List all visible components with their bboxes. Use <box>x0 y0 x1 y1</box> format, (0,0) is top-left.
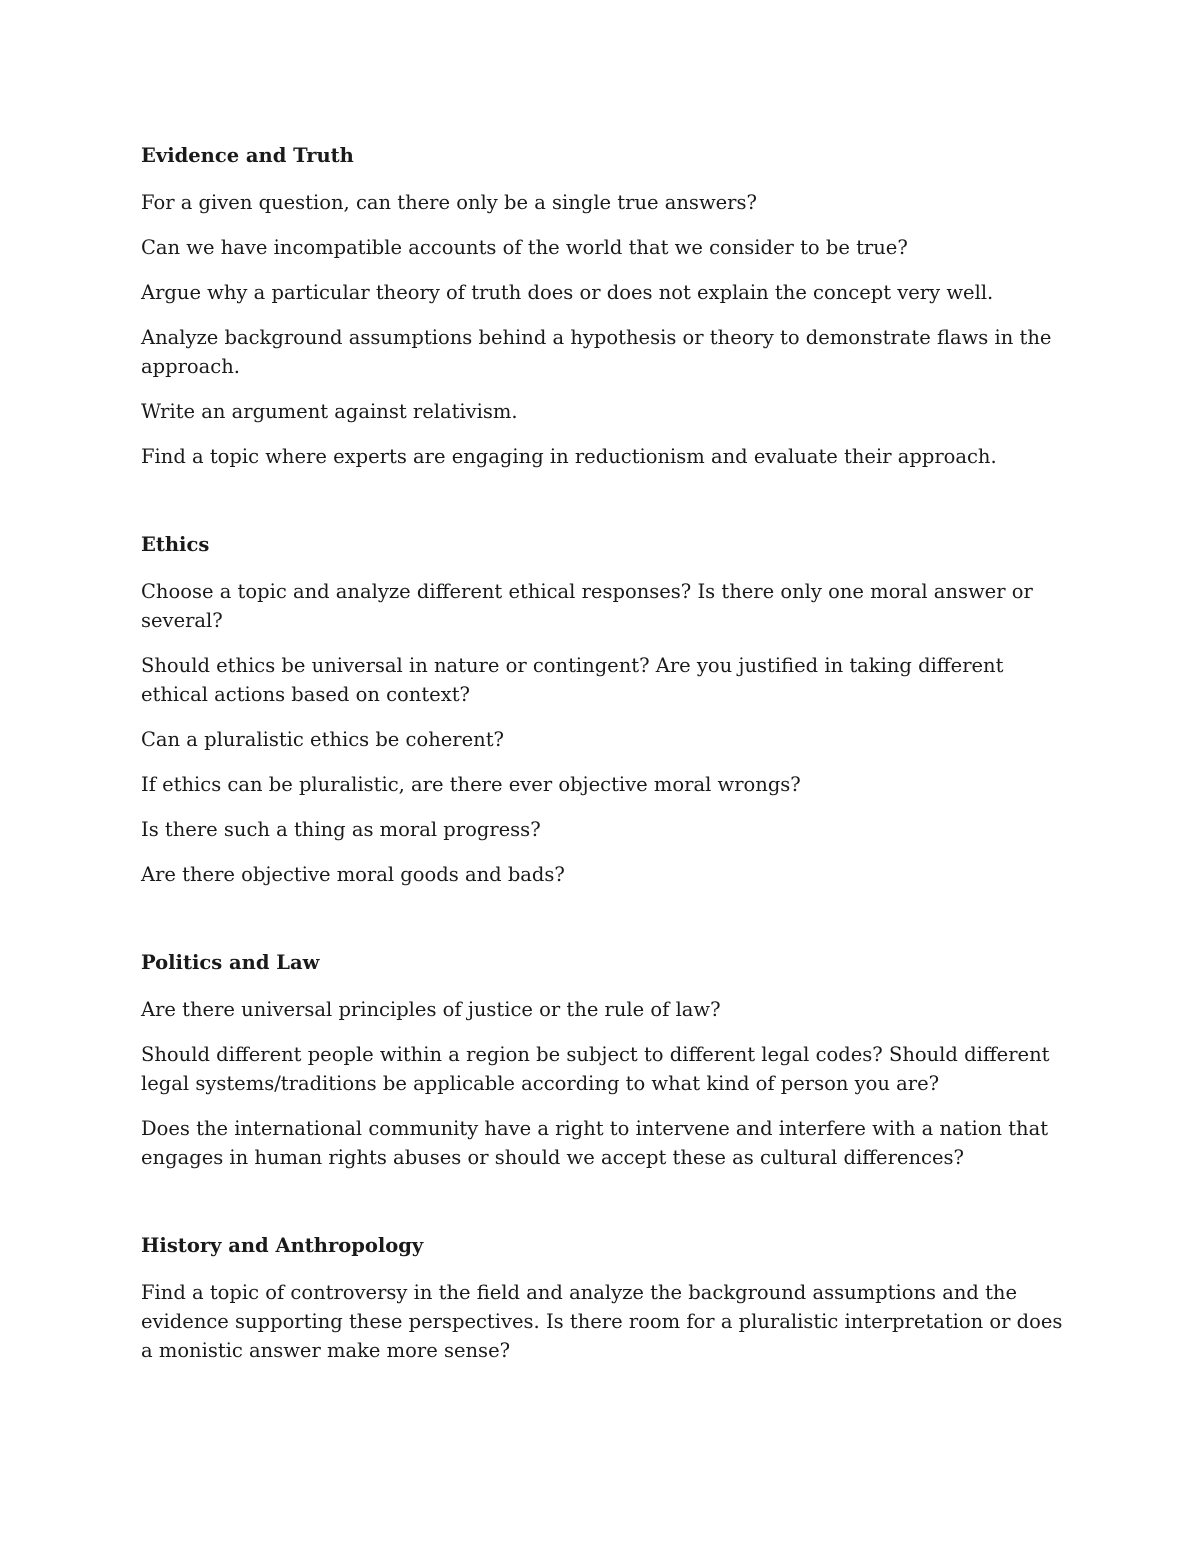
paragraph: Should ethics be universal in nature or contingent? Are you justified in taking different ethical actions based on context? <box>141 654 1004 706</box>
paragraph: Find a topic of controversy in the field and analyze the background assumptions and the evidence supporting these perspectives. Is there room for a pluralistic interpretation or does a monistic answer make more sense? <box>141 1281 1063 1362</box>
paragraph: Argue why a particular theory of truth does or does not explain the concept very well. <box>141 281 994 304</box>
document-page <box>141 140 1071 1381</box>
section-heading: History and Anthropology <box>141 1234 424 1257</box>
paragraph: Are there objective moral goods and bads? <box>141 863 565 886</box>
paragraph: Can a pluralistic ethics be coherent? <box>141 728 505 751</box>
section-heading: Ethics <box>141 533 210 556</box>
section-heading: Evidence and Truth <box>141 144 354 167</box>
paragraph: For a given question, can there only be a single true answers? <box>141 191 757 214</box>
paragraph: Does the international community have a right to intervene and interfere with a nation that engages in human rights abuses or should we accept these as cultural differences? <box>141 1117 1049 1169</box>
paragraph: Analyze background assumptions behind a hypothesis or theory to demonstrate flaws in the approach. <box>141 326 1052 378</box>
paragraph: If ethics can be pluralistic, are there ever objective moral wrongs? <box>141 773 801 796</box>
paragraph: Choose a topic and analyze different ethical responses? Is there only one moral answer or several? <box>141 580 1033 632</box>
section-heading: Politics and Law <box>141 951 320 974</box>
paragraph: Can we have incompatible accounts of the world that we consider to be true? <box>141 236 908 259</box>
paragraph: Should different people within a region be subject to different legal codes? Should different legal systems/traditions be applicable according to what kind of person you are? <box>141 1043 1050 1095</box>
paragraph: Write an argument against relativism. <box>141 400 518 423</box>
paragraph: Are there universal principles of justice or the rule of law? <box>141 998 721 1021</box>
section-ethics <box>141 529 1071 889</box>
section-politics-and-law <box>141 947 1071 1172</box>
paragraph: Is there such a thing as moral progress? <box>141 818 541 841</box>
section-evidence-and-truth <box>141 140 1071 471</box>
section-history-and-anthropology <box>141 1230 1071 1365</box>
paragraph: Find a topic where experts are engaging in reductionism and evaluate their approach. <box>141 445 997 468</box>
